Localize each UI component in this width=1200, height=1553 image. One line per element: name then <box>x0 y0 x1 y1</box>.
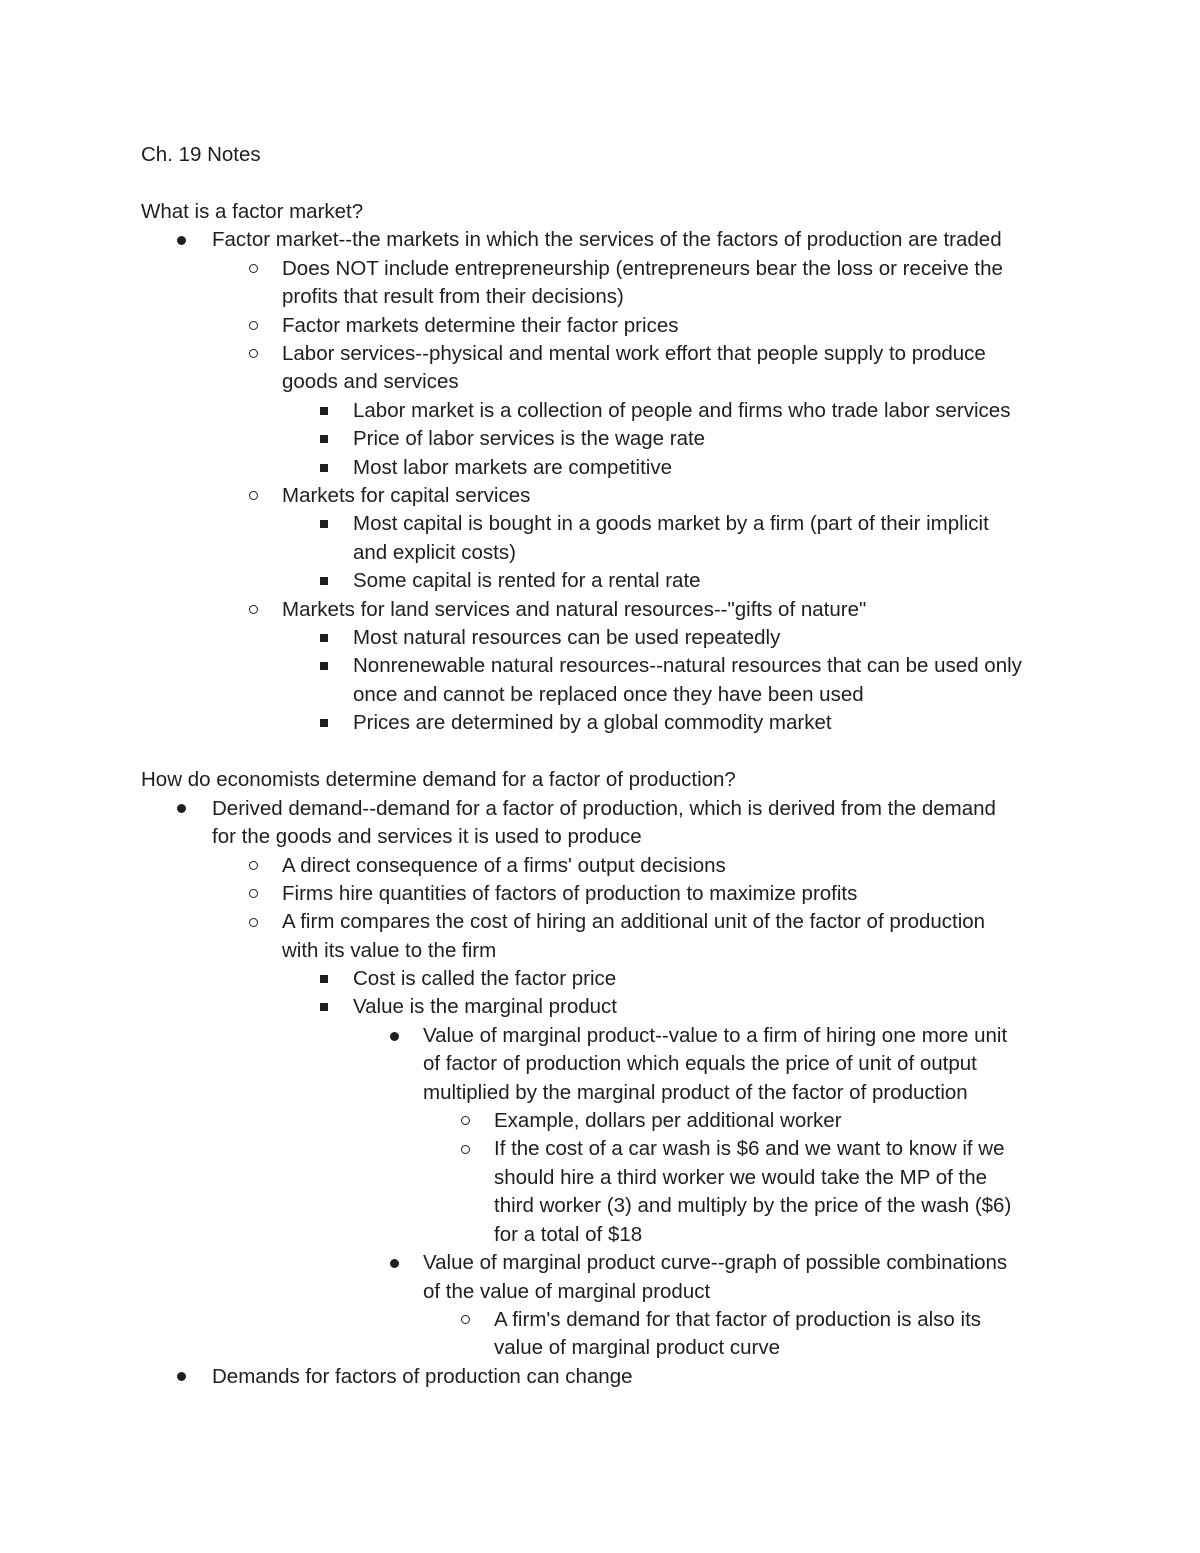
disc-bullet-icon <box>177 236 186 245</box>
square-bullet-icon <box>320 634 328 642</box>
list-item: Most capital is bought in a goods market by a firm (part of their implicit <box>353 512 989 535</box>
list-item: Labor market is a collection of people and firms who trade labor services <box>353 399 1011 422</box>
disc-bullet-icon <box>177 804 186 813</box>
list-item-continuation: of the value of marginal product <box>423 1280 711 1303</box>
list-item-continuation: third worker (3) and multiply by the price of the wash ($6) <box>494 1194 1012 1217</box>
disc-bullet-icon <box>390 1259 399 1268</box>
list-item: Most natural resources can be used repeatedly <box>353 626 781 649</box>
list-item: A direct consequence of a firms' output decisions <box>282 854 726 877</box>
list-item: Value of marginal product--value to a firm of hiring one more unit <box>423 1024 1008 1047</box>
circle-bullet-icon <box>249 889 258 898</box>
disc-bullet-icon <box>177 1372 186 1381</box>
list-item-continuation: goods and services <box>282 370 459 393</box>
list-item: Prices are determined by a global commodity market <box>353 711 832 734</box>
list-item: Cost is called the factor price <box>353 967 617 990</box>
list-item: Value of marginal product curve--graph of possible combinations <box>423 1251 1008 1274</box>
circle-bullet-icon <box>249 264 258 273</box>
list-item: A firm's demand for that factor of production is also its <box>494 1308 982 1331</box>
list-item: Value is the marginal product <box>353 995 617 1018</box>
list-item-continuation: and explicit costs) <box>353 541 516 564</box>
circle-bullet-icon <box>249 349 258 358</box>
square-bullet-icon <box>320 407 328 415</box>
list-item: Example, dollars per additional worker <box>494 1109 842 1132</box>
list-item-continuation: value of marginal product curve <box>494 1336 781 1359</box>
list-item: Labor services--physical and mental work effort that people supply to produce <box>282 342 986 365</box>
list-item: Factor markets determine their factor prices <box>282 314 679 337</box>
list-item: Demands for factors of production can change <box>212 1365 633 1388</box>
square-bullet-icon <box>320 435 328 443</box>
circle-bullet-icon <box>461 1315 470 1324</box>
square-bullet-icon <box>320 464 328 472</box>
question-heading-factor-demand: How do economists determine demand for a factor of production? <box>141 768 736 791</box>
list-item: Markets for land services and natural resources--"gifts of nature" <box>282 598 867 621</box>
list-item: Some capital is rented for a rental rate <box>353 569 701 592</box>
doc-title: Ch. 19 Notes <box>141 143 261 166</box>
list-item: Price of labor services is the wage rate <box>353 427 706 450</box>
circle-bullet-icon <box>249 491 258 500</box>
square-bullet-icon <box>320 1003 328 1011</box>
square-bullet-icon <box>320 719 328 727</box>
circle-bullet-icon <box>461 1116 470 1125</box>
list-item: Most labor markets are competitive <box>353 456 673 479</box>
list-item: Nonrenewable natural resources--natural resources that can be used only <box>353 654 1022 677</box>
list-item-continuation: for a total of $18 <box>494 1223 643 1246</box>
list-item-continuation: with its value to the firm <box>282 939 497 962</box>
circle-bullet-icon <box>461 1145 470 1154</box>
list-item: Factor market--the markets in which the services of the factors of production are traded <box>212 228 1002 251</box>
list-item-continuation: once and cannot be replaced once they have been used <box>353 683 864 706</box>
list-item-continuation: profits that result from their decisions) <box>282 285 624 308</box>
square-bullet-icon <box>320 520 328 528</box>
list-item: Does NOT include entrepreneurship (entrepreneurs bear the loss or receive the <box>282 257 1003 280</box>
circle-bullet-icon <box>249 321 258 330</box>
list-item: If the cost of a car wash is $6 and we want to know if we <box>494 1137 1005 1160</box>
circle-bullet-icon <box>249 918 258 927</box>
list-item: Firms hire quantities of factors of production to maximize profits <box>282 882 858 905</box>
circle-bullet-icon <box>249 861 258 870</box>
list-item-continuation: for the goods and services it is used to produce <box>212 825 642 848</box>
list-item: A firm compares the cost of hiring an additional unit of the factor of production <box>282 910 986 933</box>
square-bullet-icon <box>320 975 328 983</box>
circle-bullet-icon <box>249 605 258 614</box>
list-item-continuation: should hire a third worker we would take the MP of the <box>494 1166 988 1189</box>
square-bullet-icon <box>320 577 328 585</box>
list-item-continuation: of factor of production which equals the price of unit of output <box>423 1052 977 1075</box>
list-item: Derived demand--demand for a factor of production, which is derived from the demand <box>212 797 996 820</box>
question-heading-factor-market: What is a factor market? <box>141 200 364 223</box>
list-item: Markets for capital services <box>282 484 531 507</box>
square-bullet-icon <box>320 662 328 670</box>
list-item-continuation: multiplied by the marginal product of the factor of production <box>423 1081 968 1104</box>
disc-bullet-icon <box>390 1032 399 1041</box>
